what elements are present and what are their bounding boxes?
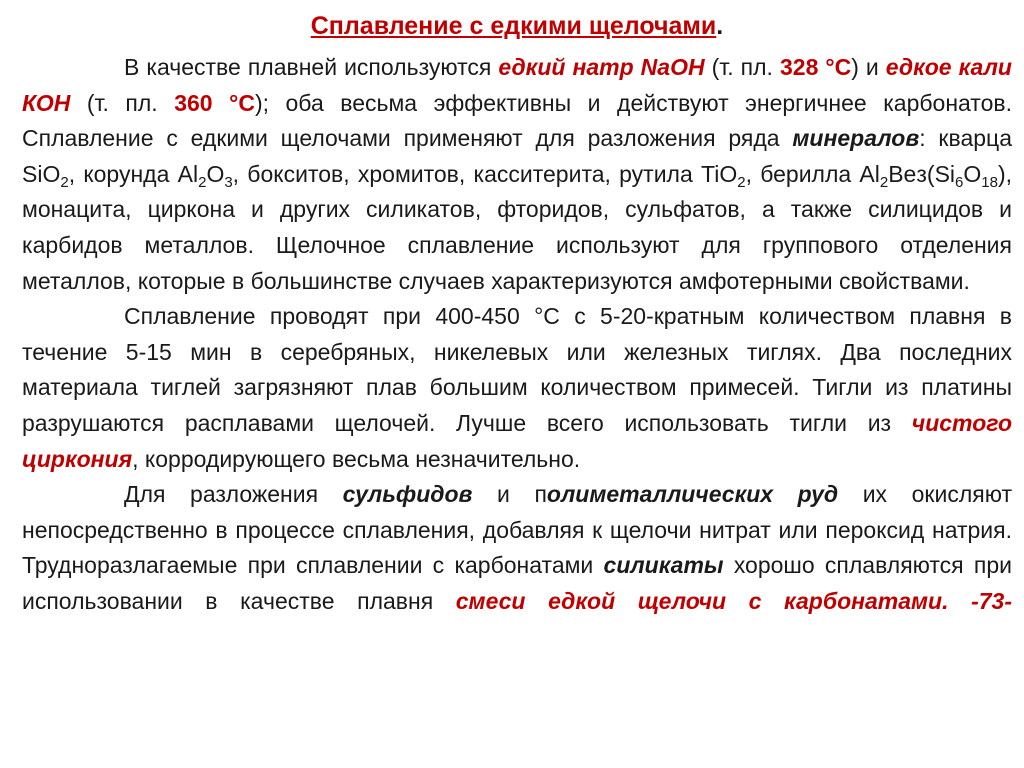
slide-title — [22, 12, 1012, 41]
text-run: хорошо сплавляются при использовании в качестве плавня — [22, 552, 1012, 614]
text-run: , корунда Al — [68, 160, 199, 187]
text-run: ) и — [851, 54, 886, 80]
text-run: Be — [888, 160, 917, 187]
polymetallic-term: олиметаллических руд — [546, 481, 839, 508]
mixture-term: смеси едкой щелочи с карбонатами. — [455, 587, 949, 614]
subscript: 2 — [737, 173, 746, 191]
text-run: Для разложения — [124, 481, 343, 508]
subscript: 2 — [198, 173, 207, 191]
text-run: O — [206, 160, 225, 187]
minerals-term: минералов — [792, 125, 920, 152]
text-run: з(Si — [916, 160, 956, 187]
naoh-term: едкий натр NaOH — [498, 54, 705, 80]
sulfides-term: сульфидов — [342, 481, 473, 508]
text-run: , корродирующего весьма незначительно. — [132, 445, 581, 472]
paragraph-conditions — [22, 299, 1012, 477]
text-run: , берилла Al — [745, 160, 880, 187]
text-run: : кварца SiO — [22, 125, 1012, 187]
koh-melting-point: 360 °С — [174, 89, 255, 116]
text-run: ); оба весьма эффективны и действуют энергичнее карбонатов. Сплавление с едкими щелочами применяют для разложения ряда — [22, 89, 1012, 152]
text-run: их окисляют непосредственно в процессе сплавления, добавляя к щелочи нитрат или пероксид натрия. Трудноразлагаемые при сплавлении с карбонатами — [22, 481, 1012, 579]
text-run: и п — [472, 481, 547, 508]
page-number: -73- — [971, 587, 1013, 614]
slide — [22, 0, 1012, 768]
subscript: 2 — [60, 173, 69, 191]
text-run: В качестве плавней используются — [124, 54, 499, 80]
text-run: O — [963, 160, 982, 187]
text-run: , бокситов, хромитов, касситерита, рутила TiO — [232, 160, 738, 187]
paragraph-sulfides — [22, 477, 1012, 619]
paragraph-fluxes — [22, 50, 1012, 299]
slide-body — [22, 50, 1012, 620]
text-run: ), монацита, циркона и других силикатов, фторидов, сульфатов, а также силицидов и карбидов металлов. Щелочное сплавление используют для группового отделения металлов, которые в большинстве случаев характеризуются амфотерными свойствами. — [22, 160, 1012, 294]
subscript: 3 — [224, 173, 233, 191]
zirconium-term: чистого циркония — [22, 409, 1012, 472]
koh-term: едкое кали КОН — [22, 54, 1012, 116]
subscript: 2 — [879, 173, 889, 191]
text-run: (т. пл. — [704, 54, 780, 80]
naoh-melting-point: 328 °С — [779, 54, 852, 80]
title-dot: . — [716, 12, 724, 40]
text-run: (т. пл. — [70, 89, 175, 116]
title-text: Сплавление с едкими щелочами — [310, 12, 717, 40]
subscript: 6 — [955, 173, 964, 191]
text-run: Сплавление проводят при 400-450 °С с 5-20-кратным количеством плавня в течение 5-15 мин в серебряных, никелевых или железных тиглях. Два последних материала тиглей загрязняют плав большим количеством примесей. Тигли из платины разрушаются расплавами щелочей. Лучше всего использовать тигли из — [22, 303, 1012, 436]
subscript: 18 — [981, 173, 998, 191]
silicates-term: силикаты — [603, 552, 724, 579]
